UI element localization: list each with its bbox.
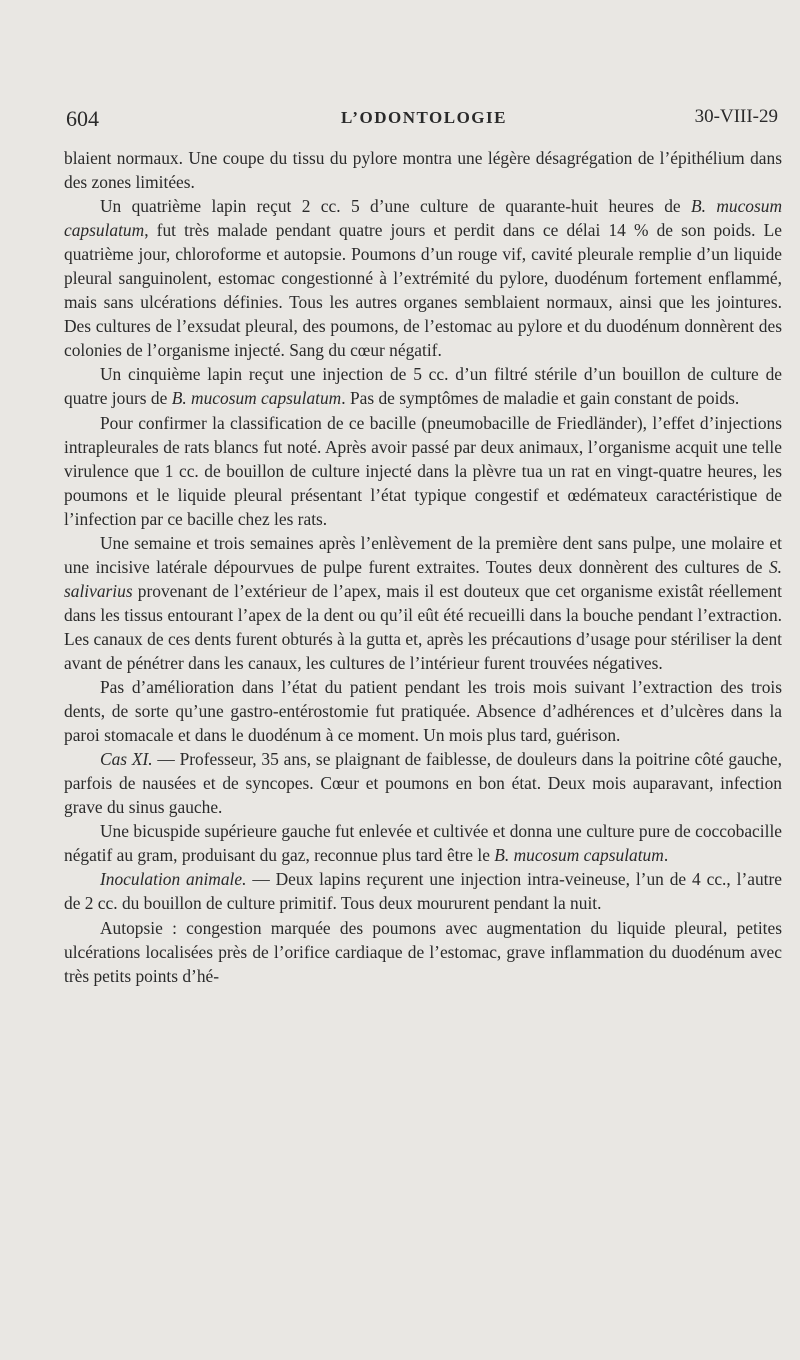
paragraph-text: Pas d’amélioration dans l’état du patient pendant les trois mois suivant l’extraction des trois dents, de sorte qu’une gastro-entérostomie fut pratiquée. Absence d’adhérences et d’ulcères dans la paroi stomacale et dans le duodénum à ce moment. Un mois plus tard, guérison. [64, 677, 782, 746]
species-name: B. mucosum capsulatum [494, 845, 664, 866]
paragraph-text: Une semaine et trois semaines après l’enlèvement de la première dent sans pulpe, une molaire et une incisive latérale dépourvues de pulpe furent extraites. Toutes deux donnèrent des cultures de [64, 532, 782, 577]
paragraph-text: Un cinquième lapin reçut une injection de 5 cc. d’un filtré stérile d’un bouillon de culture de quatre jours de [64, 364, 782, 409]
running-header [66, 106, 782, 136]
paragraph-text: . [663, 845, 669, 866]
paragraph-text: Pour confirmer la classification de ce bacille (pneumobacille de Friedländer), l’effet d’injections intrapleurales de rats blancs fut noté. Après avoir passé par deux animaux, l’organisme acquit une telle virulence que 1 cc. de bouillon de culture injecté dans la plèvre tua un rat en vingt-quatre heures, les poumons et le liquide pleural présentant l’état typique congestif et œdémateux caractéristique de l’infection par ce bacille chez les rats. [64, 412, 782, 529]
paragraph-text: Un quatrième lapin reçut 2 cc. 5 d’une culture de quarante-huit heures de [100, 196, 691, 217]
paragraph-text: blaient normaux. Une coupe du tissu du pylore montra une légère désagrégation de l’épithélium dans des zones limitées. [64, 148, 782, 193]
page-number: 604 [66, 106, 99, 131]
paragraph [64, 819, 782, 867]
paragraph [64, 531, 782, 675]
species-name: S. salivarius [64, 556, 782, 601]
paragraph [64, 867, 782, 915]
issue-date: 30-VIII-29 [694, 106, 778, 127]
paragraph-text: , fut très malade pendant quatre jours et perdit dans ce délai 14 % de son poids. Le quatrième jour, chloroforme et autopsie. Poumons d’un rouge vif, cavité pleurale remplie d’un liquide pleural sanguinolent, estomac congestionné à l’extrémité du pylore, duodénum fortement enflammé, mais sans ulcérations définies. Tous les autres organes semblaient normaux, ainsi que les jointures. Des cultures de l’exsudat pleural, des poumons, de l’estomac au pylore et du duodénum donnèrent des colonies de l’organisme injecté. Sang du cœur négatif. [64, 220, 782, 361]
article-body [64, 146, 782, 988]
paragraph-text: provenant de l’extérieur de l’apex, mais il est douteux que cet organisme existât réellement dans les tissus entourant l’apex de la dent ou qu’il eût été recueilli dans la bouche pendant l’extraction. Les canaux de ces dents furent obturés à la gutta et, après les précautions d’usage pour stériliser la dent avant de pénétrer dans les canaux, les cultures de l’intérieur furent trouvées négatives. [64, 580, 782, 673]
paragraph-text: . Pas de symptômes de maladie et gain constant de poids. [341, 388, 740, 409]
species-name: B. mucosum capsulatum [171, 388, 342, 409]
paragraph [64, 675, 782, 747]
paragraph [64, 916, 782, 988]
paragraph-text: Autopsie : congestion marquée des poumons avec augmentation du liquide pleural, petites ulcérations localisées près de l’orifice cardiaque de l’estomac, grave inflammation du duodénum avec très petits points d’hé- [64, 917, 782, 986]
section-heading: Inoculation animale. [100, 869, 247, 890]
paragraph [64, 194, 782, 362]
case-heading: Cas XI. [100, 749, 153, 770]
paragraph [64, 411, 782, 531]
paragraph-text: Une bicuspide supérieure gauche fut enlevée et cultivée et donna une culture pure de coccobacille négatif au gram, produisant du gaz, reconnue plus tard être le [64, 821, 782, 866]
paragraph [64, 362, 782, 410]
paragraph [64, 747, 782, 819]
journal-title: L’ODONTOLOGIE [341, 108, 507, 127]
paragraph [64, 146, 782, 194]
paragraph-text: — Deux lapins reçurent une injection intra-veineuse, l’un de 4 cc., l’autre de 2 cc. du bouillon de culture primitif. Tous deux moururent pendant la nuit. [64, 869, 782, 914]
species-name: B. mucosum capsulatum [64, 196, 783, 241]
paragraph-text: — Professeur, 35 ans, se plaignant de faiblesse, de douleurs dans la poitrine côté gauche, parfois de nausées et de syncopes. Cœur et poumons en bon état. Deux mois auparavant, infection grave du sinus gauche. [64, 749, 782, 818]
